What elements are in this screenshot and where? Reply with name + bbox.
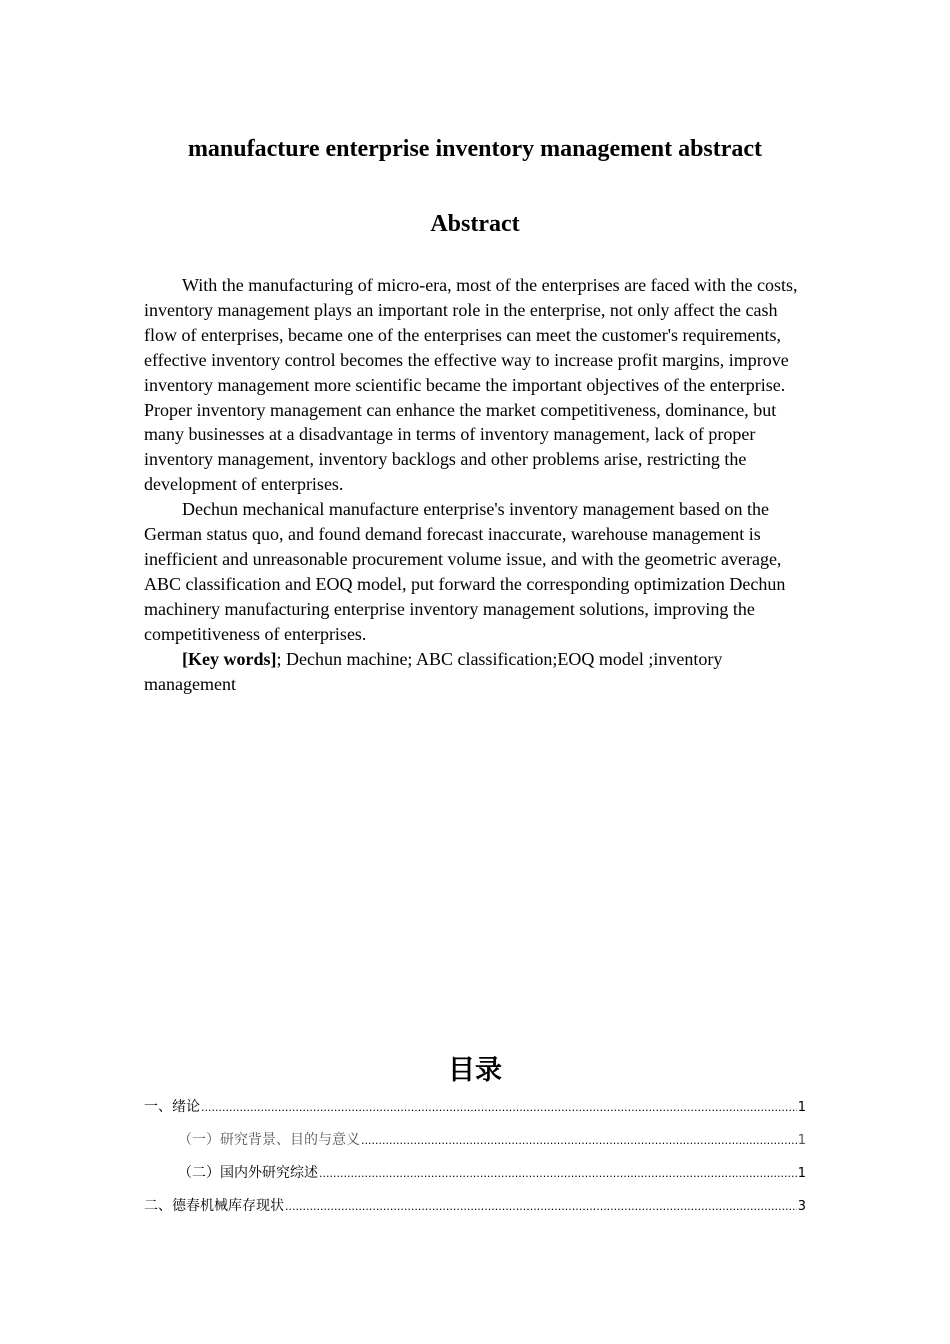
toc-entry-page: 1 — [797, 1133, 806, 1148]
toc-title: 目录 — [448, 1055, 502, 1086]
document-title: manufacture enterprise inventory management abstract — [187, 136, 763, 162]
toc-leader-dots — [285, 1195, 797, 1219]
abstract-paragraph-2: Dechun mechanical manufacture enterprise's inventory management based on the German status quo, and found demand forecast inaccurate, warehouse management is inefficient and unreasonable procurement volume issue, and with the geometric average, ABC classification and EOQ model, put forward the corresponding optimization Dechun machinery manufacturing enterprise inventory management solutions, improving the competitiveness of enterprises. — [144, 499, 786, 644]
toc-entry[interactable] — [144, 1194, 806, 1227]
toc-entry[interactable] — [144, 1095, 806, 1128]
toc-entry-page: 3 — [797, 1199, 806, 1214]
table-of-contents — [144, 1095, 806, 1227]
abstract-heading: Abstract — [430, 211, 520, 237]
toc-entry-text: （二）国内外研究综述 — [178, 1165, 318, 1181]
toc-entry-text: 二、德春机械库存现状 — [144, 1198, 284, 1214]
toc-leader-dots — [319, 1162, 797, 1186]
toc-entry-text: （一）研究背景、目的与意义 — [178, 1132, 360, 1148]
toc-entry-text: 一、绪论 — [144, 1099, 200, 1115]
keywords-paragraph — [144, 647, 810, 697]
abstract-paragraph-1: With the manufacturing of micro-era, most of the enterprises are faced with the costs, inventory management plays an important role in the enterprise, not only affect the cash flow of enterprises, became one of the enterprises can meet the customer's requirements, effective inventory control becomes the effective way to increase profit margins, improve inventory management more scientific became the important objectives of the enterprise. Proper inventory management can enhance the market competitiveness, dominance, but many businesses at a disadvantage in terms of inventory management, lack of proper inventory management, inventory backlogs and other problems arise, restricting the development of enterprises. — [144, 275, 798, 495]
toc-entry-page: 1 — [797, 1100, 806, 1115]
abstract-body — [144, 273, 810, 696]
toc-leader-dots — [201, 1096, 797, 1120]
toc-entry[interactable] — [144, 1161, 806, 1194]
keywords-text: ; Dechun machine; ABC classification;EOQ model ;inventory management — [144, 648, 723, 694]
keywords-label: [Key words] — [182, 648, 277, 669]
toc-entry[interactable] — [144, 1128, 806, 1161]
toc-entry-page: 1 — [797, 1166, 806, 1181]
toc-leader-dots — [361, 1129, 797, 1153]
